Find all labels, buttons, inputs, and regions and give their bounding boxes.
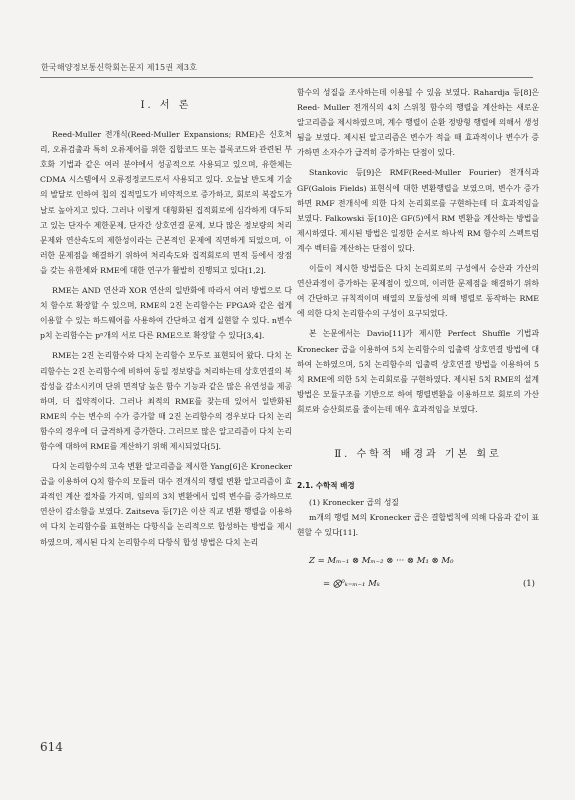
paragraph: Stankovic 등[9]은 RMF(Reed-Muller Fourier) 전개식과 GF(Galois Fields) 표현식에 대한 변환행렬을 보였으며, 변수가 증가하면 RMF 전개식에 의한 다치 논리회로를 구현하는데 더 효과적임을 보였다. Falkowski 등[10]은 GF(5)에서 RM 변환을 계산하는 방법을 제시하였다. 제시된 방법은 일정한 순서로 하나씩 RM 함수의 스펙트럼 계수 벡터를 계산하는 단점이 있다. <box>297 168 539 253</box>
running-header: 한국해양정보통신학회논문지 제15권 제3호 <box>41 63 198 72</box>
paragraph: Reed-Muller 전개식(Reed-Muller Expansions; RME)은 신호처리, 오류검출과 특히 오류제어를 위한 집합코드 또는 블록코드와 관련된 부호화 기법과 같은 여러 분야에서 성공적으로 사용되고 있으며, 유한체는 CDMA 시스템에서 오류정정코드로서 사용되고 있다. 오늘날 반도체 기술의 발달로 인하여 칩의 집적밀도가 비약적으로 증가하고, 회로의 복잡도가 날로 높아지고 있다. 그러나 이렇게 대형화된 집적회로에 심각하게 대두되고 있는 단자수 제한문제, 단자간 상호연결 문제, 보다 많은 정보량의 처리문제와 연산속도의 제한성이라는 근본적인 문제에 직면하게 되었으며, 이러한 문제점을 해결하기 위하여 처리속도와 집적회로의 면적 등에서 장점을 갖는 유한체와 RME에 대한 연구가 활발히 진행되고 있다[1,2]. <box>40 130 292 275</box>
paragraph: m개의 행렬 M의 Kronecker 곱은 결합법칙에 의해 다음과 같이 표현할 수 있다[11]. <box>297 513 539 538</box>
subsection-title: 2.1. 수학적 배경 <box>297 481 355 491</box>
left-column <box>40 86 292 555</box>
paragraph: RME는 2진 논리함수와 다치 논리함수 모두로 표현되어 왔다. 다치 논리함수는 2진 논리함수에 비하여 동일 정보량을 처리하는데 상호연결의 복잡성을 감소시키며 단위 면적당 높은 함수 기능과 같은 많은 유연성을 제공하며, 더 집약적이다. 그러나 최적의 RME를 찾는데 있어서 일반화된 RME의 수는 변수의 수가 증가할 때 2진 논리함수의 경우보다 다치 논리함수의 경우에 더 급격하게 증가한다. 그러므로 많은 알고리즘이 다치 논리함수에 대하여 RME를 계산하기 위해 제시되었다[5]. <box>40 351 292 451</box>
equation-number: (1) <box>522 579 535 590</box>
paragraph: 함수의 성질을 조사하는데 이용될 수 있음 보였다. Rahardja 등[8]은 Reed- Muller 전개식의 4치 스위칭 함수의 행렬을 계산하는 새로운 알고리즘을 제시하였으며, 계수 행렬이 순환 정방형 행렬에 의해서 생성됨을 보였다. 제시된 알고리즘은 변수가 적을 때 효과적이나 변수가 증가하면 소자수가 급격히 증가하는 단점이 있다. <box>297 88 539 158</box>
item-title: (1) Kronecker 곱의 성질 <box>309 498 399 508</box>
paragraph: 본 논문에서는 Davio[11]가 제시한 Perfect Shuffle 기법과 Kronecker 곱을 이용하여 5치 논리함수의 입출력 상호연결 방법에 대하여 논하였으며, 5치 논리함수의 입출력 상호연결 방법을 이용하여 5치 RME에 의한 5치 논리회로를 구현하였다. 제시된 5치 RME의 설계방법은 모듈구조를 기반으로 하여 행렬변환을 이용하므로 회로의 가산회로와 승산회로를 줄이는데 매우 효과적임을 보였다. <box>297 329 539 414</box>
equation-line: Z = Mₘ₋₁ ⊗ Mₘ₋₂ ⊗ ··· ⊗ M₁ ⊗ M₀ <box>309 556 454 567</box>
header-rule <box>40 77 533 78</box>
paragraph: 이들이 제시한 방법들은 다치 논리회로의 구성에서 승산과 가산의 연산과정이 증가하는 문제점이 있으며, 이러한 문제점을 해결하기 위하여 간단하고 규칙적이며 배열의 모듈성에 의해 병렬로 동작하는 RME에 의한 다치 논리함수의 구성이 요구되었다. <box>297 264 539 319</box>
right-column <box>297 85 539 602</box>
page-number: 614 <box>40 740 63 754</box>
section-title-introduction: Ⅰ. 서 론 <box>140 100 192 111</box>
paragraph: RME는 AND 연산과 XOR 연산의 일반화에 따라서 여러 방법으로 다치 함수로 확장할 수 있으며, RME의 2진 논리함수는 FPGA와 같은 쉽게 이용할 수 있는 하드웨어를 사용하여 간단하고 쉽게 실현할 수 있다. n변수 p치 논리함수는 pⁿ개의 서로 다른 RME으로 확장할 수 있다[3,4]. <box>40 286 292 341</box>
section-title-math-background: Ⅱ. 수학적 배경과 기본 회로 <box>334 448 502 460</box>
paragraph: 다치 논리함수의 고속 변환 알고리즘을 제시한 Yang[6]은 Kronecker 곱을 이용하여 Q치 함수의 모듈러 대수 전개식의 행렬 변환 알고리즘이 효과적인 계산 절차를 가지며, 임의의 3치 변환에서 입력 변수를 증가하므로 연산이 감소함을 보였다. Zaitseva 등[7]은 이산 직교 변환 행렬을 이용하여 다치 논리함수를 표현하는 다항식을 논리적으로 합성하는 방법을 제시하였으며, 제시된 다치 논리함수의 다항식 합성 방법은 다치 논리 <box>40 462 292 547</box>
equation-1 <box>297 550 539 602</box>
equation-line: = ⨂⁰ₖ₌ₘ₋₁ Mₖ <box>323 579 380 590</box>
